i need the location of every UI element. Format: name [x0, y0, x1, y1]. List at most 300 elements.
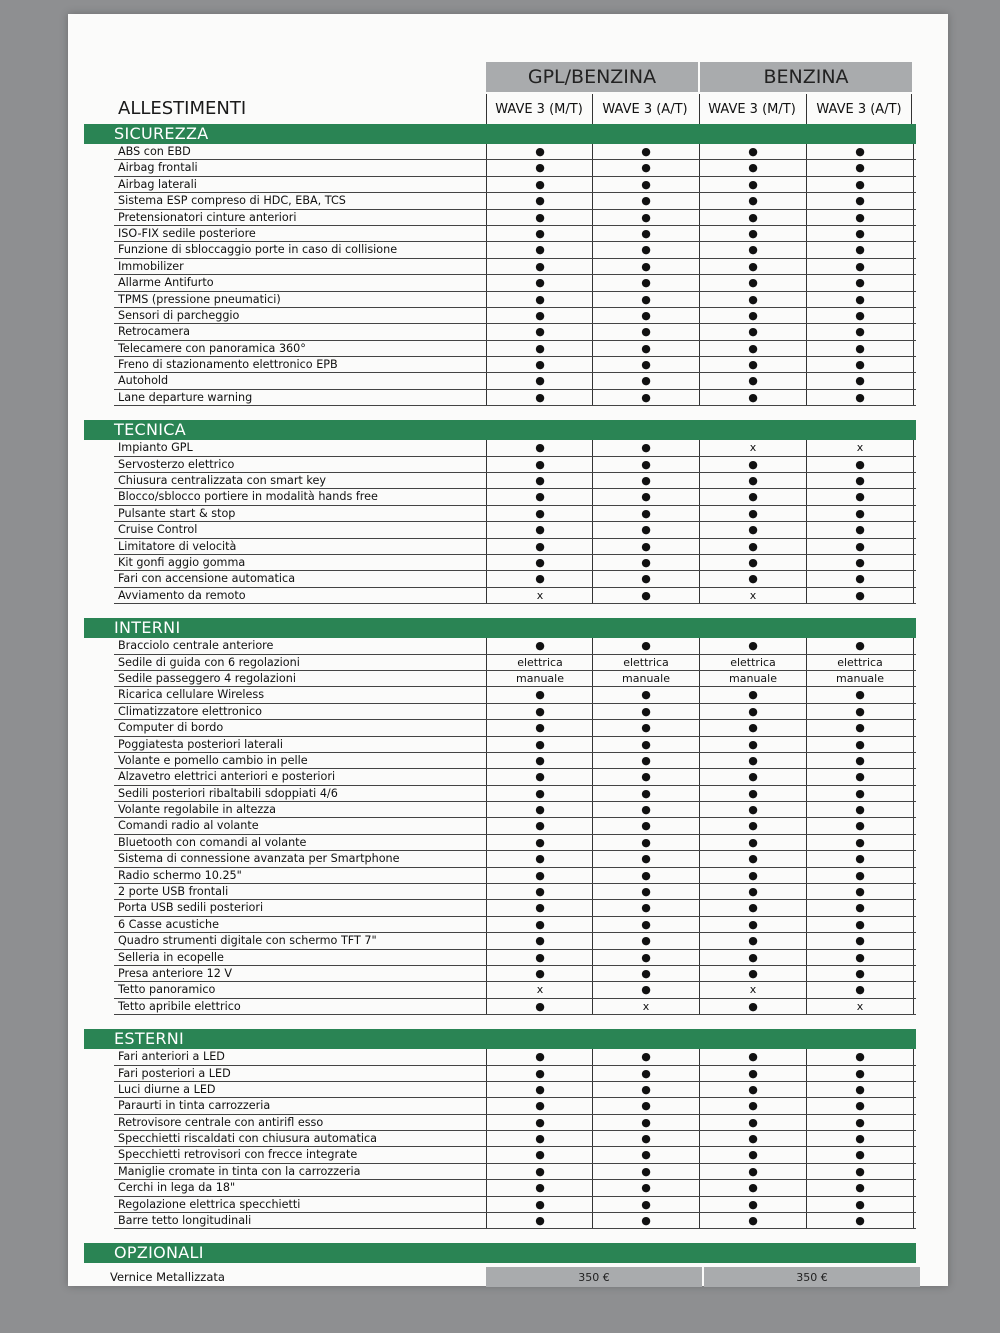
feature-value: ●	[486, 720, 593, 735]
feature-value: ●	[592, 539, 699, 554]
feature-value: ●	[592, 144, 699, 159]
feature-value: ●	[699, 1082, 806, 1097]
feature-value: ●	[592, 638, 699, 653]
feature-value: ●	[592, 753, 699, 768]
table-row	[114, 373, 916, 389]
feature-value: ●	[806, 308, 914, 323]
table-row	[114, 1180, 916, 1196]
feature-value: ●	[592, 1082, 699, 1097]
feature-value: ●	[486, 373, 593, 388]
feature-value: ●	[699, 1180, 806, 1195]
feature-value: ●	[806, 275, 914, 290]
feature-value: ●	[486, 1213, 593, 1228]
feature-value: ●	[806, 1049, 914, 1064]
table-row	[114, 473, 916, 489]
section-gap	[84, 604, 916, 618]
feature-value: ●	[592, 193, 699, 208]
feature-label: Tetto apribile elettrico	[118, 999, 241, 1013]
feature-value: ●	[699, 259, 806, 274]
feature-value: ●	[699, 1147, 806, 1162]
table-row	[114, 638, 916, 654]
feature-value: ●	[592, 851, 699, 866]
feature-value: ●	[699, 539, 806, 554]
feature-label: Immobilizer	[118, 259, 184, 273]
feature-value: ●	[699, 933, 806, 948]
feature-label: Volante regolabile in altezza	[118, 803, 277, 817]
feature-value: ●	[806, 687, 914, 702]
feature-value: ●	[486, 1066, 593, 1081]
feature-value: ●	[486, 900, 593, 915]
feature-value: ●	[699, 373, 806, 388]
feature-value: ●	[486, 457, 593, 472]
column-header: WAVE 3 (M/T)	[699, 94, 804, 126]
feature-label: Radio schermo 10.25"	[118, 868, 242, 882]
feature-value: ●	[806, 786, 914, 801]
feature-value: ●	[592, 835, 699, 850]
feature-value: ●	[699, 868, 806, 883]
feature-value: ●	[806, 900, 914, 915]
feature-value: ●	[592, 704, 699, 719]
table-row	[114, 1115, 916, 1131]
feature-value: ●	[592, 440, 699, 455]
feature-value: ●	[486, 341, 593, 356]
feature-value: ●	[806, 489, 914, 504]
feature-value: ●	[486, 933, 593, 948]
feature-value: ●	[486, 884, 593, 899]
table-row	[114, 917, 916, 933]
feature-value: ●	[486, 144, 593, 159]
table-row	[114, 687, 916, 703]
table-row	[114, 144, 916, 160]
feature-label: Quadro strumenti digitale con schermo TFT 7"	[118, 934, 377, 948]
feature-value: ●	[699, 275, 806, 290]
feature-label: Fari posteriori a LED	[118, 1066, 231, 1080]
column-header: WAVE 3 (A/T)	[806, 94, 912, 126]
table-row	[114, 275, 916, 291]
feature-value: ●	[592, 390, 699, 405]
table-row	[114, 999, 916, 1015]
feature-value: ●	[592, 868, 699, 883]
table-row	[114, 259, 916, 275]
feature-value: ●	[486, 966, 593, 981]
table-row	[114, 242, 916, 258]
feature-value: ●	[699, 1115, 806, 1130]
section-gap	[84, 1015, 916, 1029]
section-interni	[84, 618, 916, 1029]
feature-value: ●	[806, 324, 914, 339]
feature-value: ●	[486, 1180, 593, 1195]
table-row	[114, 506, 916, 522]
feature-value: ●	[486, 868, 593, 883]
feature-value: ●	[699, 818, 806, 833]
group-gpl-benzina: GPL/BENZINA	[486, 62, 698, 92]
feature-value: ●	[806, 144, 914, 159]
section-title: INTERNI	[84, 618, 916, 638]
section-title: SICUREZZA	[84, 124, 916, 144]
feature-label: Fari con accensione automatica	[118, 572, 296, 586]
feature-value: ●	[699, 1197, 806, 1212]
feature-value: ●	[486, 818, 593, 833]
feature-value: ●	[592, 588, 699, 603]
optional-price: 350 €	[704, 1267, 920, 1287]
feature-value: ●	[592, 210, 699, 225]
table-row	[114, 226, 916, 242]
feature-value: ●	[592, 1115, 699, 1130]
feature-value: ●	[699, 324, 806, 339]
feature-value: ●	[806, 457, 914, 472]
table-row	[114, 193, 916, 209]
feature-value: x	[806, 999, 914, 1014]
feature-label: Regolazione elettrica specchietti	[118, 1197, 301, 1211]
feature-value: ●	[806, 539, 914, 554]
feature-value: ●	[806, 210, 914, 225]
feature-label: ISO-FIX sedile posteriore	[118, 226, 256, 240]
feature-value: ●	[806, 704, 914, 719]
feature-value: ●	[699, 1049, 806, 1064]
feature-label: Barre tetto longitudinali	[118, 1214, 252, 1228]
feature-value: manuale	[592, 671, 699, 686]
feature-value: x	[486, 588, 593, 603]
feature-label: Ricarica cellulare Wireless	[118, 688, 265, 702]
feature-value: ●	[806, 341, 914, 356]
feature-value: ●	[699, 1213, 806, 1228]
feature-value: ●	[699, 884, 806, 899]
feature-value: ●	[592, 1131, 699, 1146]
feature-label: Funzione di sbloccaggio porte in caso di collisione	[118, 243, 398, 257]
feature-value: ●	[592, 457, 699, 472]
feature-value: ●	[699, 737, 806, 752]
feature-value: ●	[592, 1066, 699, 1081]
table-row	[114, 522, 916, 538]
feature-value: ●	[486, 1197, 593, 1212]
feature-value: ●	[592, 818, 699, 833]
feature-value: ●	[806, 753, 914, 768]
feature-value: ●	[592, 522, 699, 537]
feature-value: ●	[806, 1147, 914, 1162]
feature-value: ●	[592, 555, 699, 570]
table-row	[114, 292, 916, 308]
section-esterni	[84, 1029, 916, 1243]
table-row	[114, 720, 916, 736]
feature-value: ●	[699, 390, 806, 405]
table-row	[114, 588, 916, 604]
table-row	[114, 802, 916, 818]
feature-label: Servosterzo elettrico	[118, 457, 235, 471]
feature-value: ●	[699, 489, 806, 504]
feature-value: ●	[806, 818, 914, 833]
feature-value: ●	[592, 292, 699, 307]
feature-value: ●	[486, 1115, 593, 1130]
feature-label: Pulsante start & stop	[118, 506, 236, 520]
feature-value: ●	[592, 275, 699, 290]
table-row	[114, 982, 916, 998]
section-title: ESTERNI	[84, 1029, 916, 1049]
table-row	[114, 160, 916, 176]
feature-value: ●	[699, 177, 806, 192]
feature-value: ●	[699, 473, 806, 488]
feature-value: ●	[806, 1082, 914, 1097]
table-row	[114, 390, 916, 406]
feature-value: ●	[806, 884, 914, 899]
feature-value: ●	[699, 144, 806, 159]
section-tecnica	[84, 420, 916, 618]
feature-value: ●	[806, 522, 914, 537]
feature-value: ●	[699, 638, 806, 653]
feature-label: Paraurti in tinta carrozzeria	[118, 1099, 271, 1113]
feature-value: ●	[486, 440, 593, 455]
feature-value: ●	[806, 555, 914, 570]
feature-value: ●	[806, 982, 914, 997]
feature-label: Airbag laterali	[118, 177, 197, 191]
feature-value: ●	[699, 753, 806, 768]
table-row	[114, 1082, 916, 1098]
feature-label: Airbag frontali	[118, 161, 198, 175]
group-benzina: BENZINA	[700, 62, 912, 92]
table-row	[114, 900, 916, 916]
feature-value: ●	[699, 687, 806, 702]
table-row	[114, 1066, 916, 1082]
feature-value: ●	[592, 308, 699, 323]
table-row	[114, 489, 916, 505]
feature-value: ●	[592, 242, 699, 257]
feature-value: ●	[592, 982, 699, 997]
feature-value: ●	[592, 933, 699, 948]
table-row	[114, 177, 916, 193]
feature-value: ●	[592, 571, 699, 586]
feature-value: ●	[486, 704, 593, 719]
feature-value: ●	[806, 835, 914, 850]
feature-value: ●	[486, 489, 593, 504]
feature-value: ●	[699, 457, 806, 472]
feature-value: ●	[592, 1213, 699, 1228]
feature-value: ●	[486, 160, 593, 175]
feature-label: Kit gonfi aggio gomma	[118, 555, 246, 569]
feature-label: Blocco/sblocco portiere in modalità hands free	[118, 490, 378, 504]
feature-value: ●	[486, 473, 593, 488]
feature-value: ●	[806, 226, 914, 241]
feature-value: x	[486, 982, 593, 997]
feature-value: ●	[486, 1147, 593, 1162]
feature-value: ●	[699, 571, 806, 586]
feature-label: ABS con EBD	[118, 145, 191, 158]
feature-value: ●	[486, 324, 593, 339]
section-title: TECNICA	[84, 420, 916, 440]
feature-label: Maniglie cromate in tinta con la carrozzeria	[118, 1164, 361, 1178]
table-row	[114, 737, 916, 753]
feature-value: ●	[486, 917, 593, 932]
feature-value: ●	[486, 571, 593, 586]
feature-value: ●	[486, 950, 593, 965]
page-title: ALLESTIMENTI	[118, 98, 247, 119]
table-row	[114, 457, 916, 473]
column-header: WAVE 3 (M/T)	[486, 94, 591, 126]
engine-group-header	[84, 62, 916, 94]
feature-value: ●	[699, 704, 806, 719]
feature-value: ●	[806, 851, 914, 866]
feature-label: Sistema di connessione avanzata per Smartphone	[118, 852, 400, 866]
feature-label: Allarme Antifurto	[118, 276, 214, 290]
feature-value: ●	[699, 950, 806, 965]
table-row	[114, 851, 916, 867]
table-row	[114, 1164, 916, 1180]
feature-value: ●	[806, 259, 914, 274]
feature-value: ●	[806, 571, 914, 586]
feature-value: ●	[592, 720, 699, 735]
feature-value: elettrica	[486, 655, 593, 670]
table-row	[114, 704, 916, 720]
feature-value: ●	[486, 210, 593, 225]
feature-value: ●	[806, 1115, 914, 1130]
column-header: WAVE 3 (A/T)	[592, 94, 697, 126]
feature-value: ●	[592, 226, 699, 241]
feature-value: ●	[486, 357, 593, 372]
feature-value: ●	[592, 1147, 699, 1162]
feature-value: ●	[486, 687, 593, 702]
feature-label: Sensori di parcheggio	[118, 308, 240, 322]
feature-value: elettrica	[699, 655, 806, 670]
feature-value: ●	[592, 373, 699, 388]
feature-label: Limitatore di velocità	[118, 539, 237, 553]
feature-value: ●	[592, 786, 699, 801]
feature-value: ●	[486, 259, 593, 274]
feature-label: Computer di bordo	[118, 721, 224, 735]
section-opzionali	[84, 1243, 916, 1289]
feature-value: ●	[699, 720, 806, 735]
feature-value: ●	[699, 835, 806, 850]
table-row	[114, 950, 916, 966]
feature-value: ●	[699, 341, 806, 356]
feature-value: ●	[592, 950, 699, 965]
feature-value: ●	[806, 720, 914, 735]
feature-value: ●	[699, 786, 806, 801]
feature-value: ●	[592, 966, 699, 981]
section-gap	[84, 406, 916, 420]
table-row	[114, 555, 916, 571]
feature-label: Alzavetro elettrici anteriori e posteriori	[118, 770, 336, 784]
feature-label: Cerchi in lega da 18"	[118, 1181, 236, 1195]
feature-value: ●	[806, 160, 914, 175]
feature-label: Sedili posteriori ribaltabili sdoppiati 4/6	[118, 786, 338, 800]
feature-value: manuale	[486, 671, 593, 686]
feature-value: ●	[806, 242, 914, 257]
table-row	[114, 440, 916, 456]
feature-value: ●	[806, 933, 914, 948]
table-row	[114, 966, 916, 982]
feature-value: ●	[699, 522, 806, 537]
feature-value: ●	[592, 1049, 699, 1064]
feature-value: ●	[699, 769, 806, 784]
feature-value: ●	[486, 555, 593, 570]
feature-value: ●	[486, 737, 593, 752]
table-row	[114, 868, 916, 884]
feature-value: ●	[486, 1082, 593, 1097]
feature-label: Bracciolo centrale anteriore	[118, 639, 274, 653]
feature-value: ●	[699, 851, 806, 866]
table-row	[114, 341, 916, 357]
feature-value: ●	[486, 753, 593, 768]
feature-value: manuale	[806, 671, 914, 686]
feature-label: Freno di stazionamento elettronico EPB	[118, 358, 338, 372]
table-row	[114, 835, 916, 851]
feature-value: ●	[486, 522, 593, 537]
feature-label: Retrocamera	[118, 325, 190, 339]
feature-label: Volante e pomello cambio in pelle	[118, 753, 308, 767]
feature-value: ●	[699, 242, 806, 257]
table-row	[114, 1098, 916, 1114]
feature-label: Chiusura centralizzata con smart key	[118, 474, 326, 488]
feature-value: ●	[699, 1066, 806, 1081]
feature-label: Lane departure warning	[118, 390, 253, 404]
feature-value: ●	[592, 177, 699, 192]
table-row	[114, 324, 916, 340]
feature-label: Luci diurne a LED	[118, 1082, 216, 1096]
feature-label: Cruise Control	[118, 523, 198, 537]
feature-value: ●	[486, 308, 593, 323]
feature-value: ●	[486, 1131, 593, 1146]
feature-value: ●	[486, 177, 593, 192]
feature-value: ●	[486, 638, 593, 653]
feature-value: ●	[592, 687, 699, 702]
table-row	[114, 818, 916, 834]
feature-value: ●	[592, 737, 699, 752]
sections-container	[84, 124, 916, 1243]
feature-value: ●	[592, 1098, 699, 1113]
optional-label: Vernice Metallizzata	[110, 1270, 225, 1285]
feature-label: Avviamento da remoto	[118, 588, 246, 602]
feature-label: Tetto panoramico	[118, 983, 216, 997]
feature-value: ●	[806, 357, 914, 372]
feature-label: Poggiatesta posteriori laterali	[118, 737, 284, 751]
feature-value: ●	[806, 769, 914, 784]
table-row	[114, 933, 916, 949]
table-row	[114, 753, 916, 769]
feature-label: 6 Casse acustiche	[118, 917, 219, 931]
feature-value: ●	[486, 390, 593, 405]
feature-value: ●	[806, 390, 914, 405]
feature-value: ●	[806, 506, 914, 521]
table-row	[114, 1197, 916, 1213]
table-row	[114, 1131, 916, 1147]
table-row	[114, 308, 916, 324]
feature-value: ●	[806, 868, 914, 883]
feature-value: ●	[806, 1180, 914, 1195]
feature-value: elettrica	[806, 655, 914, 670]
feature-label: Sedile passeggero 4 regolazioni	[118, 671, 296, 685]
feature-value: ●	[486, 769, 593, 784]
feature-value: ●	[806, 638, 914, 653]
table-row	[114, 539, 916, 555]
feature-value: ●	[592, 769, 699, 784]
feature-value: ●	[699, 1164, 806, 1179]
feature-value: ●	[592, 884, 699, 899]
feature-value: x	[699, 440, 806, 455]
feature-label: Bluetooth con comandi al volante	[118, 835, 307, 849]
feature-value: ●	[592, 357, 699, 372]
feature-value: ●	[806, 177, 914, 192]
feature-value: ●	[699, 160, 806, 175]
feature-value: ●	[486, 999, 593, 1014]
feature-value: ●	[699, 292, 806, 307]
feature-label: Porta USB sedili posteriori	[118, 901, 264, 915]
feature-value: ●	[699, 802, 806, 817]
feature-label: Specchietti riscaldati con chiusura automatica	[118, 1132, 378, 1146]
feature-value: ●	[699, 226, 806, 241]
feature-value: ●	[699, 357, 806, 372]
feature-value: x	[592, 999, 699, 1014]
feature-value: ●	[806, 1066, 914, 1081]
feature-value: ●	[486, 506, 593, 521]
equipment-table	[84, 62, 916, 1289]
